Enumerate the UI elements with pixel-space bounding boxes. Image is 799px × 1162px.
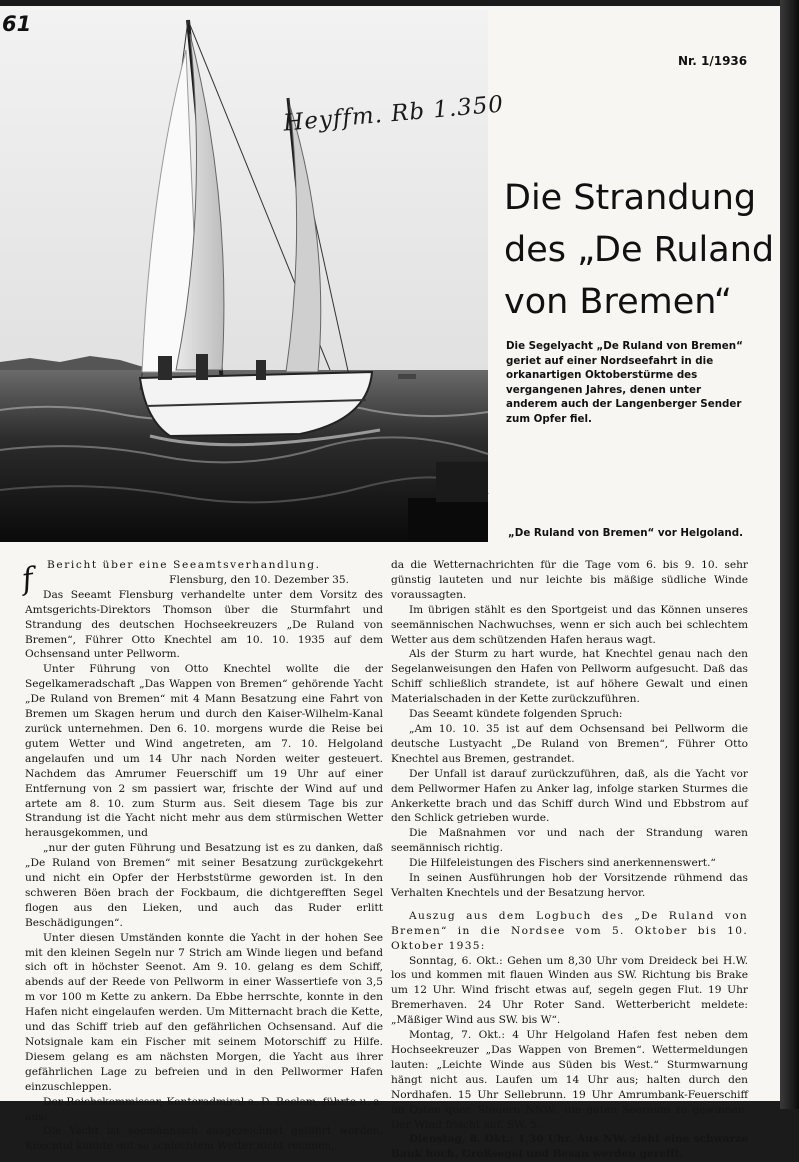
log-entry: Dienstag, 8. Okt.: 1,30 Uhr. Aus NW. zieht eine schwarze Bank hoch. Großsegel und Besan werden gerefft. <box>391 1133 748 1161</box>
dateline: Flensburg, den 10. Dezember 35. <box>169 573 349 586</box>
paragraph: „nur der guten Führung und Besatzung ist es zu danken, daß „De Ruland von Bremen“ mit seiner Besatzung zurückgekehrt und nicht ein Opfer der Herbststürme geworden ist. In den schweren Böen brach der Fockbaum, die dichtgerefften Segel flogen aus den Lieken, und auch das Ruder erlitt Beschädigungen“. <box>25 842 383 929</box>
magazine-page <box>0 6 780 1161</box>
page-number: 61 <box>2 12 32 36</box>
title-line-3: von Bremen“ <box>504 282 732 322</box>
text-column-left <box>25 558 383 1154</box>
paragraph: Unter Führung von Otto Knechtel wollte die der Segelkameradschaft „Das Wappen von Bremen“ gehörende Yacht „De Ruland von Bremen“ mit 4 Mann Besatzung eine Fahrt von Bremen um Skagen herum und durch den Kaiser-Wilhelm-Kanal zurück unternehmen. Den 6. 10. morgens wurde die Reise bei gutem Wetter und Wind angetreten, am 7. 10. Helgoland angelaufen und um 14 Uhr nach Norden weiter gesteuert. Nachdem das Amrumer Feuerschiff um 19 Uhr auf einer Entfernung von 2 sm passiert war, frischte der Wind auf und artete am 8. 10. zum Sturm aus. Seit diesem Tage bis zur Strandung ist die Yacht nicht mehr aus dem stürmischen Wetter herausgekommen, und <box>25 663 383 840</box>
paragraph: Das Seeamt Flensburg verhandelte unter dem Vorsitz des Amtsgerichts-Direktors Thomson über die Sturmfahrt und Strandung des deutschen Hochseekreuzers „De Ruland von Bremen“, Führer Otto Knechtel am 10. 10. 1935 auf dem Ochsensand unter Pellworm. <box>25 588 383 661</box>
paragraph: Der Reichskommissar, Konteradmiral a. D. Reclam, führte u. a. aus: <box>25 1095 383 1123</box>
yacht-photo <box>0 10 488 542</box>
article-lead: Die Segelyacht „De Ruland von Bremen“ geriet auf einer Nordseefahrt in die orkanartigen Oktoberstürme des vergangenen Jahres, denen unter anderem auch der Langenberger Sender zum Opfer fiel. <box>506 340 743 425</box>
paragraph: Als der Sturm zu hart wurde, hat Knechtel genau nach den Segelanweisungen den Hafen von Pellworm aufgesucht. Daß das Schiff schließlich strandete, ist auf höhere Gewalt und einen Materialschaden in der Kette zurückzuführen. <box>391 648 748 706</box>
photo-caption: „De Ruland von Bremen“ vor Helgoland. <box>508 527 744 539</box>
log-entry: Sonntag, 6. Okt.: Gehen um 8,30 Uhr vom Dreideck bei H.W. los und kommen mit flauen Winden aus SW. Richtung bis Brake um 12 Uhr. Wind frischt etwas auf, segeln gegen Flut. 19 Uhr Bremerhaven. 24 Uhr Roter Sand. Wetterbericht meldete: „Mäßiger Wind aus SW. bis W“. <box>391 954 748 1027</box>
logbook-heading: Auszug aus dem Logbuch des „De Ruland von Bremen“ in die Nordsee vom 5. Oktober bis 10. Oktober 1935: <box>391 909 748 952</box>
title-line-2: des „De Ruland <box>504 230 775 270</box>
paragraph: da die Wetternachrichten für die Tage vom 6. bis 9. 10. sehr günstig lauteten und nur leichte bis mäßige südliche Winde voraussagten. <box>391 559 748 601</box>
paragraph: Das Seeamt kündete folgenden Spruch: <box>409 708 623 721</box>
paragraph: Unter diesen Umständen konnte die Yacht in der hohen See mit den kleinen Segeln nur 7 Strich am Winde liegen und befand sich oft in höchster Seenot. Am 9. 10. gelang es dem Schiff, abends auf der Reede von Pellworm in einer Wassertiefe von 3,5 m vor 100 m Kette zu ankern. Da Ebbe herrschte, konnte in den Hafen nicht eingelaufen werden. Um Mitternacht brach die Kette, und das Schiff trieb auf den gefährlichen Ochsensand. Auf die Notsignale kam ein Fischer mit seinem Motorschiff zu Hilfe. Diesem gelang es am nächsten Morgen, die Yacht aus ihrer gefährlichen Lage zu befreien und in den Pellwormer Hafen einzuschleppen. <box>25 931 383 1093</box>
article-title <box>504 172 784 328</box>
sailing-yacht-image <box>0 10 488 542</box>
log-entry: Montag, 7. Okt.: 4 Uhr Helgoland Hafen fest neben dem Hochseekreuzer „Das Wappen von Bremen“. Wettermeldungen lauten: „Leichte Winde aus Süden bis West.“ Sturmwarnung hängt nicht aus. Laufen um 14 Uhr aus; halten durch den Nordhafen. 15 Uhr Sellebrunn. 19 Uhr Amrumbank-Feuerschiff im Osten quer. Steuern NNW., um guten Seeraum zu gewinnen. Der Wind frischt auf. SW. 5. <box>391 1029 748 1131</box>
paragraph: Die Maßnahmen vor und nach der Strandung waren seemännisch richtig. <box>391 827 748 855</box>
paragraph: „Am 10. 10. 35 ist auf dem Ochsensand bei Pellworm die deutsche Lustyacht „De Ruland von Bremen“, Führer Otto Knechtel aus Bremen, gestrandet. <box>391 722 748 765</box>
title-line-1: Die Strandung <box>504 178 757 218</box>
paragraph: Im übrigen stählt es den Sportgeist und das Können unseres seemännischen Nachwuchses, wenn er sich auch bei schlechtem Wetter aus dem schützenden Hafen heraus wagt. <box>391 603 748 646</box>
handwritten-signature: f <box>19 561 36 598</box>
report-heading: Bericht über eine Seeamtsverhandlung. <box>47 559 321 571</box>
paragraph: Der Unfall ist darauf zurückzuführen, daß, als die Yacht vor dem Pellwormer Hafen zu Anker lag, infolge starken Sturmes die Ankerkette brach und das Schiff durch Wind und Ebbstrom auf den Schlick getrieben wurde. <box>391 767 748 825</box>
paragraph: Die Hilfeleistungen des Fischers sind anerkennenswert.“ <box>409 857 716 870</box>
issue-number: Nr. 1/1936 <box>678 54 748 68</box>
paragraph: Die Yacht ist seemännisch ausgezeichnet geführt worden. Knechtel konnte mit so schlechtem Wetter nicht rechnen, <box>25 1125 383 1153</box>
page-edge-shadow <box>780 0 799 1109</box>
text-column-right <box>391 558 748 1162</box>
paragraph: In seinen Ausführungen hob der Vorsitzende rühmend das Verhalten Knechtels und der Besatzung hervor. <box>391 872 748 899</box>
handwritten-note: Heyffm. Rb 1.350 <box>282 91 506 137</box>
